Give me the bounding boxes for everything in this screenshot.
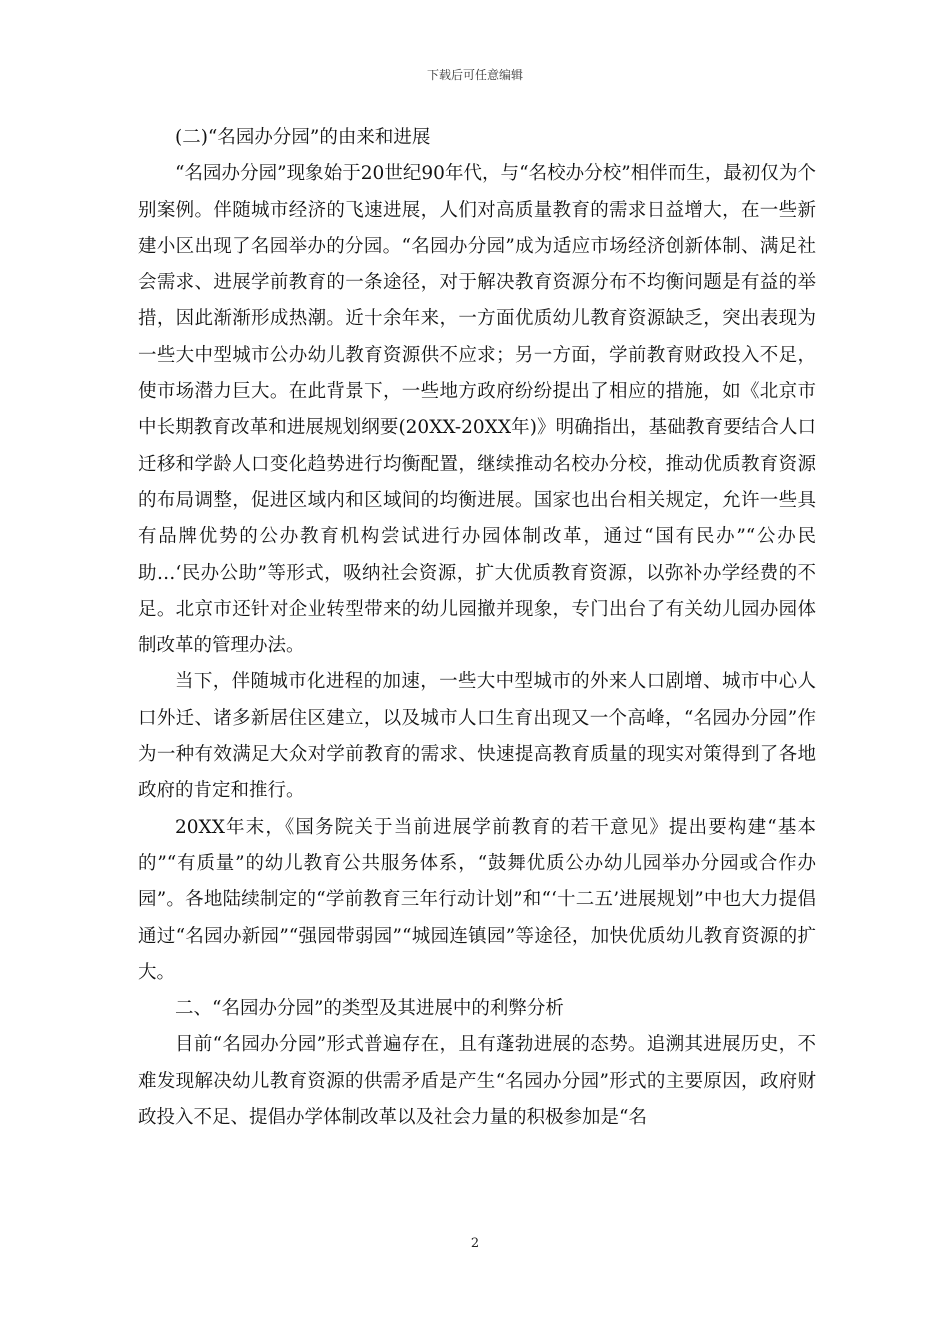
document-body — [138, 120, 816, 1136]
header-note: 下载后可任意编辑 — [426, 68, 523, 82]
page-number: 2 — [470, 1236, 480, 1251]
paragraph-origin: “名园办分园”现象始于20世纪90年代，与“名校办分校”相伴而生，最初仅为个别案例。伴随城市经济的飞速进展，人们对高质量教育的需求日益增大，在一些新建小区出现了名园举办的分园。“名园办分园”成为适应市场经济创新体制、满足社会需求、进展学前教育的一条途径，对于解决教育资源分布不均衡问题是有益的举措，因此渐渐形成热潮。近十余年来，一方面优质幼儿教育资源缺乏，突出表现为一些大中型城市公办幼儿教育资源供不应求；另一方面，学前教育财政投入不足，使市场潜力巨大。在此背景下，一些地方政府纷纷提出了相应的措施，如《北京市中长期教育改革和进展规划纲要(20XX-20XX年)》明确指出，基础教育要结合人口迁移和学龄人口变化趋势进行均衡配置，继续推动名校办分校，推动优质教育资源的布局调整，促进区域内和区域间的均衡进展。国家也出台相关规定，允许一些具有品牌优势的公办教育机构尝试进行办园体制改革，通过“国有民办”“公办民助…‘民办公助”等形式，吸纳社会资源，扩大优质教育资源，以弥补办学经费的不足。北京市还针对企业转型带来的幼儿园撤并现象，专门出台了有关幼儿园办园体制改革的管理办法。 — [138, 163, 816, 657]
paragraph-policy: 20XX年末，《国务院关于当前进展学前教育的若干意见》提出要构建“基本的”“有质量”的幼儿教育公共服务体系，“鼓舞优质公办幼儿园举办分园或合作办园”。各地陆续制定的“学前教育三年行动计划”和“‘十二五’进展规划”中也大力提倡通过“名园办新园”“强园带弱园”“城园连镇园”等途径，加快优质幼儿教育资源的扩大。 — [138, 816, 816, 983]
paragraph-current: 当下，伴随城市化进程的加速，一些大中型城市的外来人口剧增、城市中心人口外迁、诸多新居住区建立，以及城市人口生育出现又一个高峰，“名园办分园”作为一种有效满足大众对学前教育的需求、快速提高教育质量的现实对策得到了各地政府的肯定和推行。 — [138, 671, 816, 802]
paragraph-analysis: 目前“名园办分园”形式普遍存在，且有蓬勃进展的态势。追溯其进展历史，不难发现解决幼儿教育资源的供需矛盾是产生“名园办分园”形式的主要原因，政府财政投入不足、提倡办学体制改革以及社会力量的积极参加是“名 — [138, 1034, 816, 1129]
section-heading: (二)“名园办分园”的由来和进展 — [175, 127, 431, 148]
section-heading-types: 二、“名园办分园”的类型及其进展中的利弊分析 — [175, 998, 564, 1020]
